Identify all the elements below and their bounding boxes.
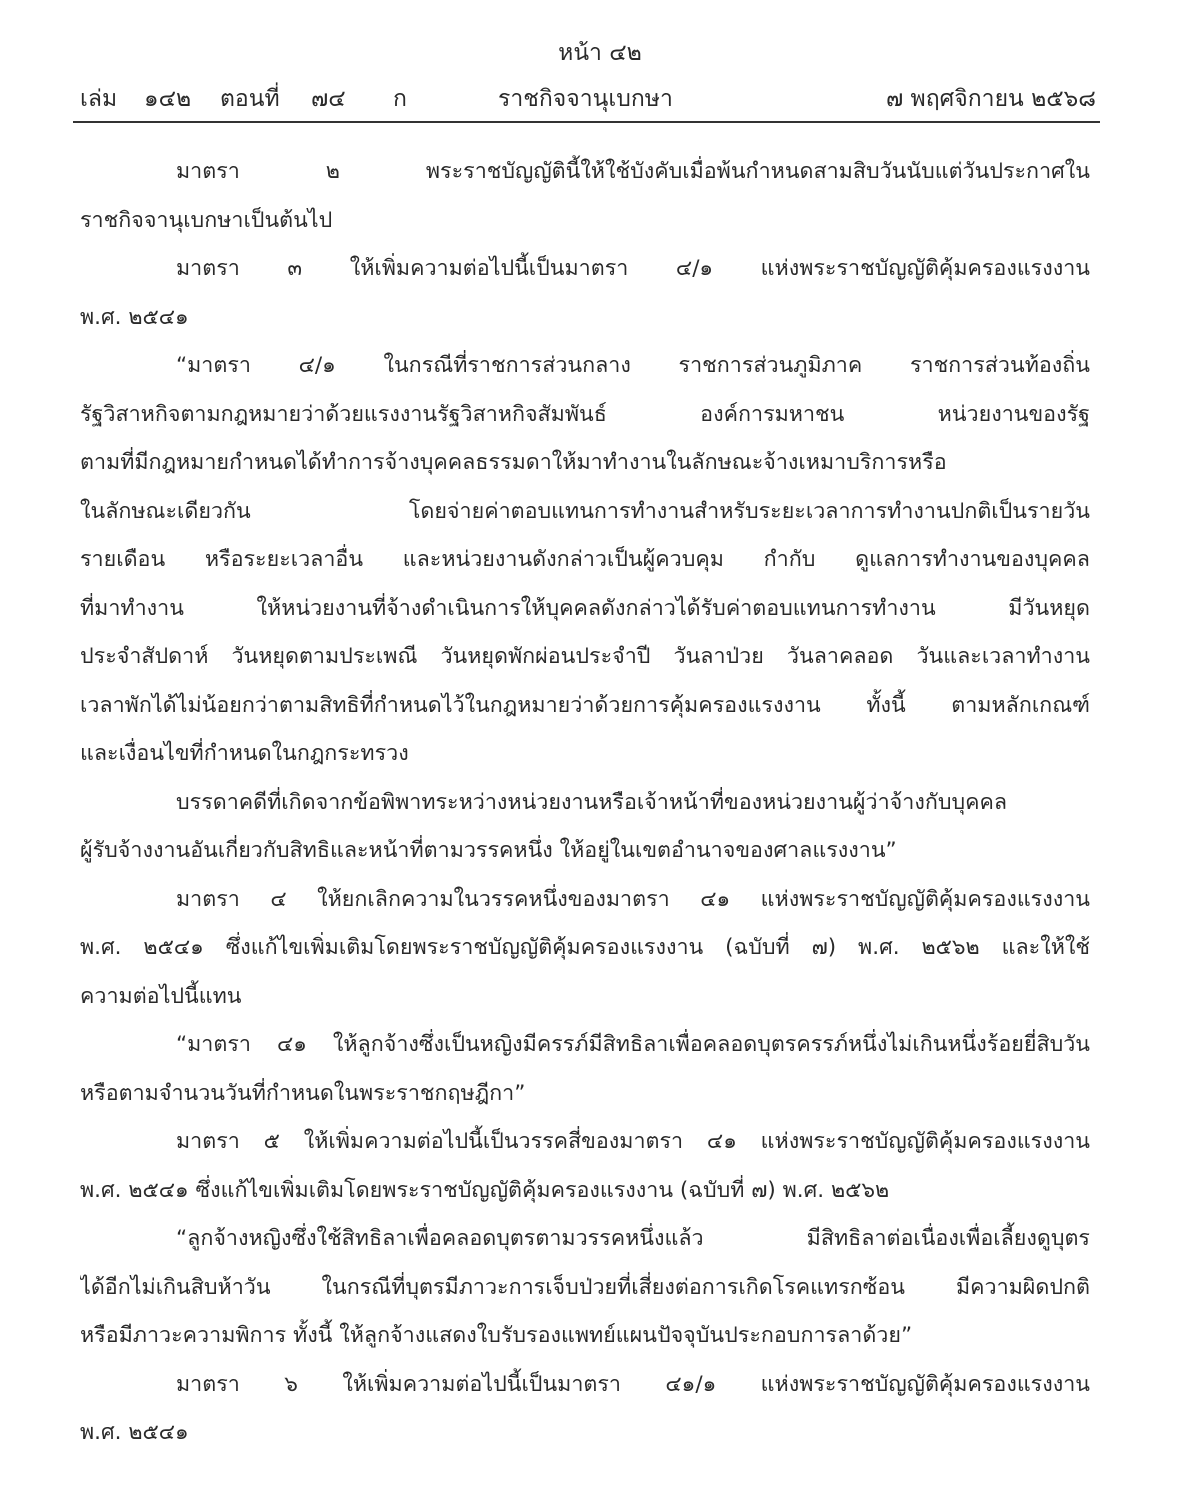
text-line: ความต่อไปนี้แทน xyxy=(80,983,242,1009)
page-number: หน้า ๔๒ xyxy=(558,40,642,66)
volume-number: ๑๔๒ xyxy=(144,86,192,112)
text-line: บรรดาคดีที่เกิดจากข้อพิพาทระหว่างหน่วยงานหรือเจ้าหน้าที่ของหน่วยงานผู้ว่าจ้างกับบุคคล xyxy=(176,789,1008,815)
gazette-header xyxy=(80,82,1096,116)
volume-label: เล่ม xyxy=(80,86,118,112)
text-line: รายเดือน หรือระยะเวลาอื่น และหน่วยงานดังกล่าวเป็นผู้ควบคุม กำกับ ดูแลการทำงานของบุคคล xyxy=(80,547,1090,572)
text-line: ราชกิจจานุเบกษาเป็นต้นไป xyxy=(80,207,333,233)
text-line: หรือตามจำนวนวันที่กำหนดในพระราชกฤษฎีกา” xyxy=(80,1080,526,1106)
text-line: พ.ศ. ๒๕๔๑ xyxy=(80,304,189,330)
text-line: เวลาพักได้ไม่น้อยกว่าตามสิทธิที่กำหนดไว้ในกฎหมายว่าด้วยการคุ้มครองแรงงาน ทั้งนี้ ตามหลักเกณฑ์ xyxy=(80,692,1090,718)
gazette-name: ราชกิจจานุเบกษา xyxy=(498,86,673,112)
text-line: และเงื่อนไขที่กำหนดในกฎกระทรวง xyxy=(80,741,409,766)
text-line: รัฐวิสาหกิจตามกฎหมายว่าด้วยแรงงานรัฐวิสาหกิจสัมพันธ์ องค์การมหาชน หน่วยงานของรัฐ xyxy=(80,401,1090,427)
issue-label: ตอนที่ xyxy=(220,86,280,112)
text-line: มาตรา ๕ ให้เพิ่มความต่อไปนี้เป็นวรรคสี่ของมาตรา ๔๑ แห่งพระราชบัญญัติคุ้มครองแรงงาน xyxy=(176,1129,1090,1154)
text-line: หรือมีภาวะความพิการ ทั้งนี้ ให้ลูกจ้างแสดงใบรับรองแพทย์แผนปัจจุบันประกอบการลาด้วย” xyxy=(80,1323,913,1348)
text-line: ผู้รับจ้างงานอันเกี่ยวกับสิทธิและหน้าที่ตามวรรคหนึ่ง ให้อยู่ในเขตอำนาจของศาลแรงงาน” xyxy=(80,838,897,863)
text-line: “ลูกจ้างหญิงซึ่งใช้สิทธิลาเพื่อคลอดบุตรตามวรรคหนึ่งแล้ว มีสิทธิลาต่อเนื่องเพื่อเลี้ยงดูบุตร xyxy=(176,1226,1090,1251)
text-line: “มาตรา ๔/๑ ในกรณีที่ราชการส่วนกลาง ราชการส่วนภูมิภาค ราชการส่วนท้องถิ่น xyxy=(176,353,1090,378)
section-letter: ก xyxy=(393,86,407,112)
text-line: พ.ศ. ๒๕๔๑ xyxy=(80,1420,189,1445)
text-line: ประจำสัปดาห์ วันหยุดตามประเพณี วันหยุดพักผ่อนประจำปี วันลาป่วย วันลาคลอด วันและเวลาทำงาน xyxy=(80,644,1090,669)
issue-number: ๗๔ xyxy=(311,86,346,112)
text-line: มาตรา ๓ ให้เพิ่มความต่อไปนี้เป็นมาตรา ๔/๑ แห่งพระราชบัญญัติคุ้มครองแรงงาน xyxy=(176,256,1090,281)
text-line: ที่มาทำงาน ให้หน่วยงานที่จ้างดำเนินการให้บุคคลดังกล่าวได้รับค่าตอบแทนการทำงาน มีวันหยุด xyxy=(80,595,1090,621)
document-body xyxy=(80,148,1090,1458)
text-line: ได้อีกไม่เกินสิบห้าวัน ในกรณีที่บุตรมีภาวะการเจ็บป่วยที่เสี่ยงต่อการเกิดโรคแทรกซ้อน มีความผิดปกติ xyxy=(80,1274,1090,1300)
text-line: มาตรา ๔ ให้ยกเลิกความในวรรคหนึ่งของมาตรา ๔๑ แห่งพระราชบัญญัติคุ้มครองแรงงาน xyxy=(176,886,1090,912)
header-divider xyxy=(73,121,1100,123)
text-line: “มาตรา ๔๑ ให้ลูกจ้างซึ่งเป็นหญิงมีครรภ์มีสิทธิลาเพื่อคลอดบุตรครรภ์หนึ่งไม่เกินหนึ่งร้อยยี่สิบวัน xyxy=(176,1032,1090,1057)
text-line: พ.ศ. ๒๕๔๑ ซึ่งแก้ไขเพิ่มเติมโดยพระราชบัญญัติคุ้มครองแรงงาน (ฉบับที่ ๗) พ.ศ. ๒๕๖๒ xyxy=(80,1177,890,1203)
text-line: มาตรา ๒ พระราชบัญญัตินี้ให้ใช้บังคับเมื่อพ้นกำหนดสามสิบวันนับแต่วันประกาศใน xyxy=(176,159,1090,184)
text-line: มาตรา ๖ ให้เพิ่มความต่อไปนี้เป็นมาตรา ๔๑/๑ แห่งพระราชบัญญัติคุ้มครองแรงงาน xyxy=(176,1371,1090,1397)
text-line: ในลักษณะเดียวกัน โดยจ่ายค่าตอบแทนการทำงานสำหรับระยะเวลาการทำงานปกติเป็นรายวัน xyxy=(80,498,1090,524)
text-line: พ.ศ. ๒๕๔๑ ซึ่งแก้ไขเพิ่มเติมโดยพระราชบัญญัติคุ้มครองแรงงาน (ฉบับที่ ๗) พ.ศ. ๒๕๖๒ และให้ใช้ xyxy=(80,935,1090,960)
publication-date: ๗ พฤศจิกายน ๒๕๖๘ xyxy=(885,86,1096,112)
text-line: ตามที่มีกฎหมายกำหนดได้ทำการจ้างบุคคลธรรมดาให้มาทำงานในลักษณะจ้างเหมาบริการหรือ xyxy=(80,450,947,475)
